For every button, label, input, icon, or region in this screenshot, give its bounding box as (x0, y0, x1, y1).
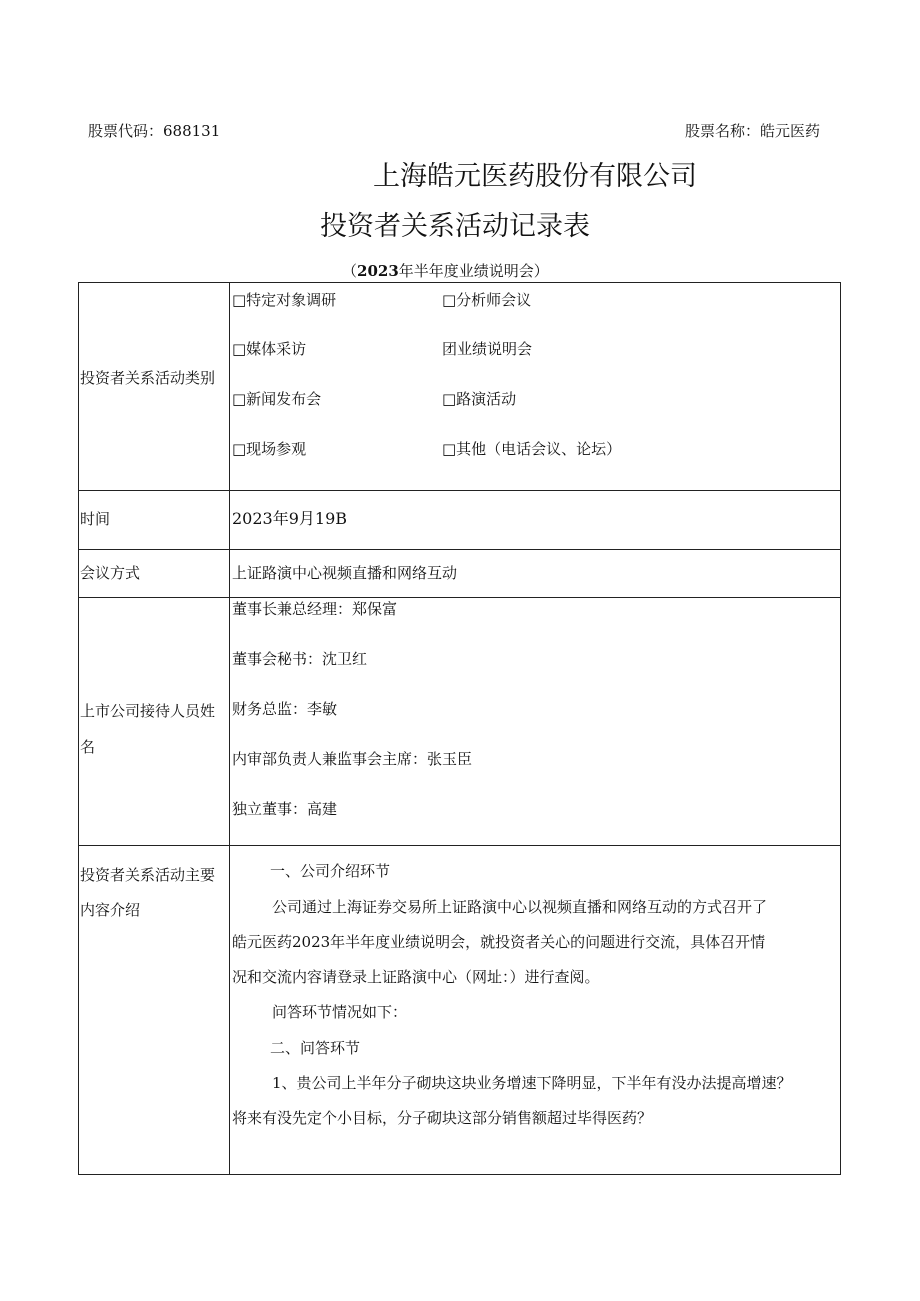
option-site-visit: □现场参观 (232, 440, 307, 458)
document-subtitle (342, 260, 549, 281)
company-title: 上海皓元医药股份有限公司 (373, 161, 697, 192)
content-line: 皓元医药2023年半年度业绩说明会，就投资者关心的问题进行交流，具体召开情 (232, 933, 766, 951)
category-label: 投资者关系活动类别 (80, 369, 216, 387)
question-line: 将来有没先定个小目标，分子砌块这部分销售额超过毕得医药？ (232, 1109, 653, 1127)
staff-person: 董事长兼总经理：郑保富 (232, 600, 398, 618)
staff-person: 董事会秘书：沈卫红 (232, 650, 368, 668)
table-rule (840, 282, 841, 1175)
option-specific-research: □特定对象调研 (232, 291, 337, 309)
staff-label: 上市公司接待人员姓名 (80, 702, 216, 756)
subtitle-year: 2023 (357, 262, 399, 280)
stock-name: 股票名称：皓元医药 (684, 122, 820, 140)
table-rule (229, 282, 230, 1175)
section-heading: 二、问答环节 (270, 1039, 361, 1057)
staff-person: 财务总监：李敏 (232, 700, 338, 718)
subtitle-open: （ (342, 262, 358, 280)
table-rule (78, 282, 841, 283)
table-rule (78, 282, 79, 1175)
method-label: 会议方式 (80, 564, 141, 582)
table-rule (78, 549, 841, 550)
table-rule (78, 490, 841, 491)
content-line: 公司通过上海证券交易所上证路演中心以视频直播和网络互动的方式召开了 (272, 898, 768, 916)
method-value: 上证路演中心视频直播和网络互动 (232, 564, 458, 582)
staff-person: 内审部负责人兼监事会主席：张玉臣 (232, 750, 473, 768)
option-media-interview: □媒体采访 (232, 340, 307, 358)
stock-code: 股票代码：688131 (88, 122, 221, 140)
table-rule (78, 1174, 841, 1175)
table-rule (78, 845, 841, 846)
option-analyst-meeting: □分析师会议 (442, 291, 532, 309)
time-label: 时间 (80, 510, 111, 528)
option-press-conference: □新闻发布会 (232, 390, 322, 408)
section-heading: 一、公司介绍环节 (270, 862, 391, 880)
document-title: 投资者关系活动记录表 (320, 211, 590, 242)
content-label: 投资者关系活动主要内容介绍 (80, 866, 216, 919)
content-line: 况和交流内容请登录上证路演中心（网址：）进行查阅。 (232, 968, 600, 986)
table-rule (78, 597, 841, 598)
option-other: □其他（电话会议、论坛） (442, 440, 622, 458)
content-line: 问答环节情况如下： (272, 1003, 408, 1021)
subtitle-rest: 年半年度业绩说明会） (398, 262, 549, 280)
staff-person: 独立董事：高建 (232, 800, 338, 818)
time-value: 2023年9月19B (232, 509, 348, 528)
option-roadshow: □路演活动 (442, 390, 517, 408)
question-line: 1、贵公司上半年分子砌块这块业务增速下降明显，下半年有没办法提高增速？ (272, 1074, 792, 1092)
option-earnings-briefing: 团业绩说明会 (442, 340, 533, 358)
